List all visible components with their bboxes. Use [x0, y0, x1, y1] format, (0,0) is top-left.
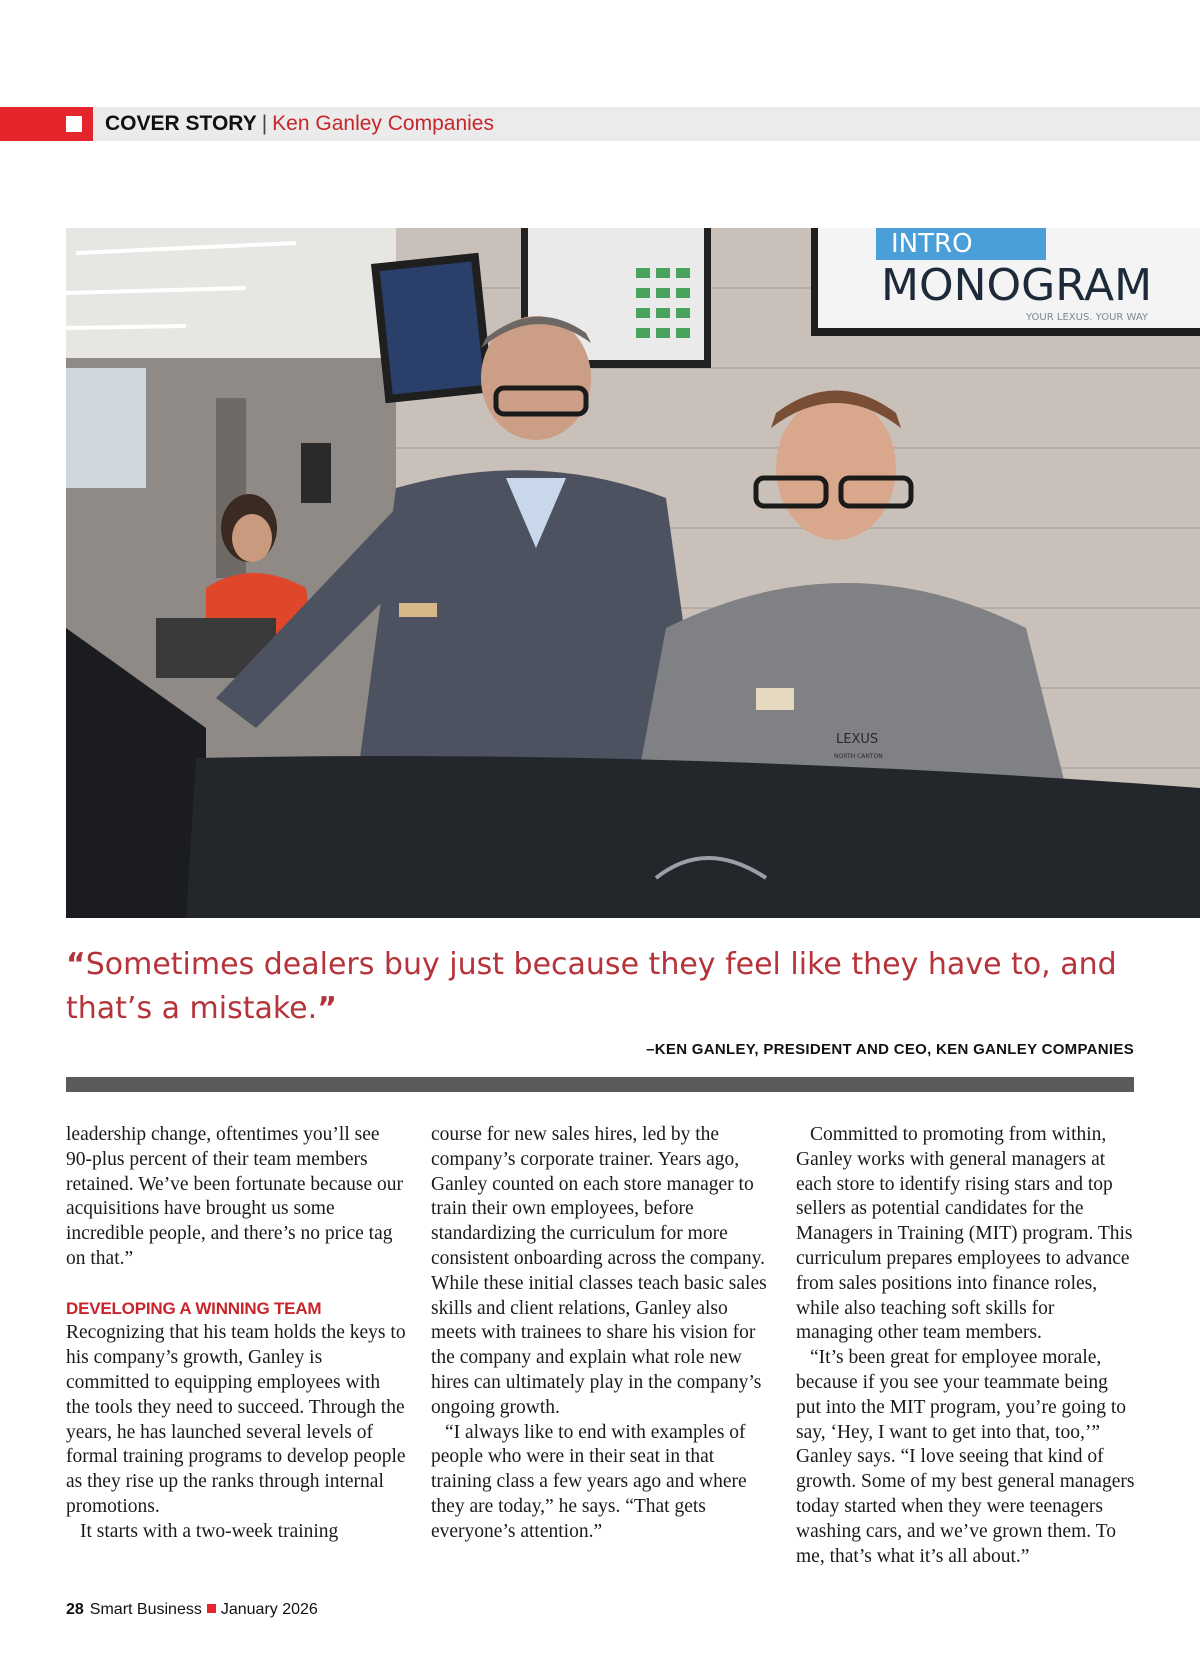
paragraph: “I always like to end with examples of people who were in their seat in that training class a few years ago and where they are today,” he says. “That gets everyone’s attention.” [431, 1421, 747, 1542]
paragraph: leadership change, oftentimes you’ll see 90-plus percent of their team members retained. We’ve been fortunate because our acquisitions have brought us some incredible people, and there’s no price tag on that.” [66, 1124, 403, 1269]
screen-brand-text: MONOGRAM [881, 260, 1153, 311]
section-square-icon [66, 116, 82, 132]
quote-attribution: –KEN GANLEY, PRESIDENT AND CEO, KEN GANLEY COMPANIES [646, 1041, 1134, 1058]
pull-quote-text: Sometimes dealers buy just because they feel like they have to, and that’s a mistake. [66, 947, 1117, 1026]
close-quote-mark: ” [317, 991, 337, 1026]
paragraph: “It’s been great for employee morale, because if you see your teammate being put into the MIT program, you’re going to say, ‘Hey, I want to get into that, too,’” Ganley says. “I love seeing that kind of growth. Some of my best general managers today started when they were teenagers washing cars, and we’ve grown them. To me, that’s what it’s all about.” [796, 1347, 1135, 1567]
screen-tagline-text: YOUR LEXUS. YOUR WAY [1026, 312, 1149, 323]
article-column-1 [66, 1123, 406, 1545]
page-number: 28 [66, 1601, 84, 1618]
issue-date: January 2026 [220, 1601, 318, 1618]
pull-quote [66, 943, 1136, 1031]
section-label: COVER STORY [105, 112, 257, 135]
screen-banner-text: INTRO [891, 229, 973, 259]
section-divider [66, 1077, 1134, 1092]
paragraph: Committed to promoting from within, Ganley works with general managers at each store to identify rising stars and top sellers as potential candidates for the Managers in Training (MIT) program. This curriculum prepares employees to advance from sales positions into finance roles, while also teaching soft skills for managing other team members. [796, 1124, 1133, 1344]
paragraph: course for new sales hires, led by the company’s corporate trainer. Years ago, Ganley counted on each store manager to train their own employees, before standardizing the curriculum for more consistent onboarding across the company. While these initial classes teach basic sales skills and client relations, Ganley also meets with trainees to share his vision for the company and explain what role new hires can ultimately play in the company’s ongoing growth. [431, 1124, 767, 1418]
jacket-logo-subtext: NORTH CANTON [834, 753, 883, 760]
paragraph: Recognizing that his team holds the keys to his company’s growth, Ganley is committed to equipping employees with the tools they need to succeed. Through the years, he has launched several levels of formal training programs to develop people as they rise up the ranks through internal promotions. [66, 1322, 406, 1517]
company-name: Ken Ganley Companies [272, 112, 494, 135]
jacket-logo-text: LEXUS [836, 732, 879, 747]
cover-photo [66, 228, 1200, 918]
publication-name: Smart Business [89, 1601, 202, 1618]
page-footer [66, 1598, 318, 1622]
paragraph: It starts with a two-week training [80, 1520, 339, 1542]
subhead: DEVELOPING A WINNING TEAM [66, 1298, 322, 1318]
header-separator: | [261, 112, 268, 135]
article-column-3 [796, 1123, 1136, 1569]
open-quote-mark: “ [66, 947, 86, 982]
office-scene-illustration [66, 228, 1200, 918]
section-header [105, 110, 494, 138]
footer-square-icon [207, 1604, 216, 1613]
article-column-2 [431, 1123, 771, 1545]
